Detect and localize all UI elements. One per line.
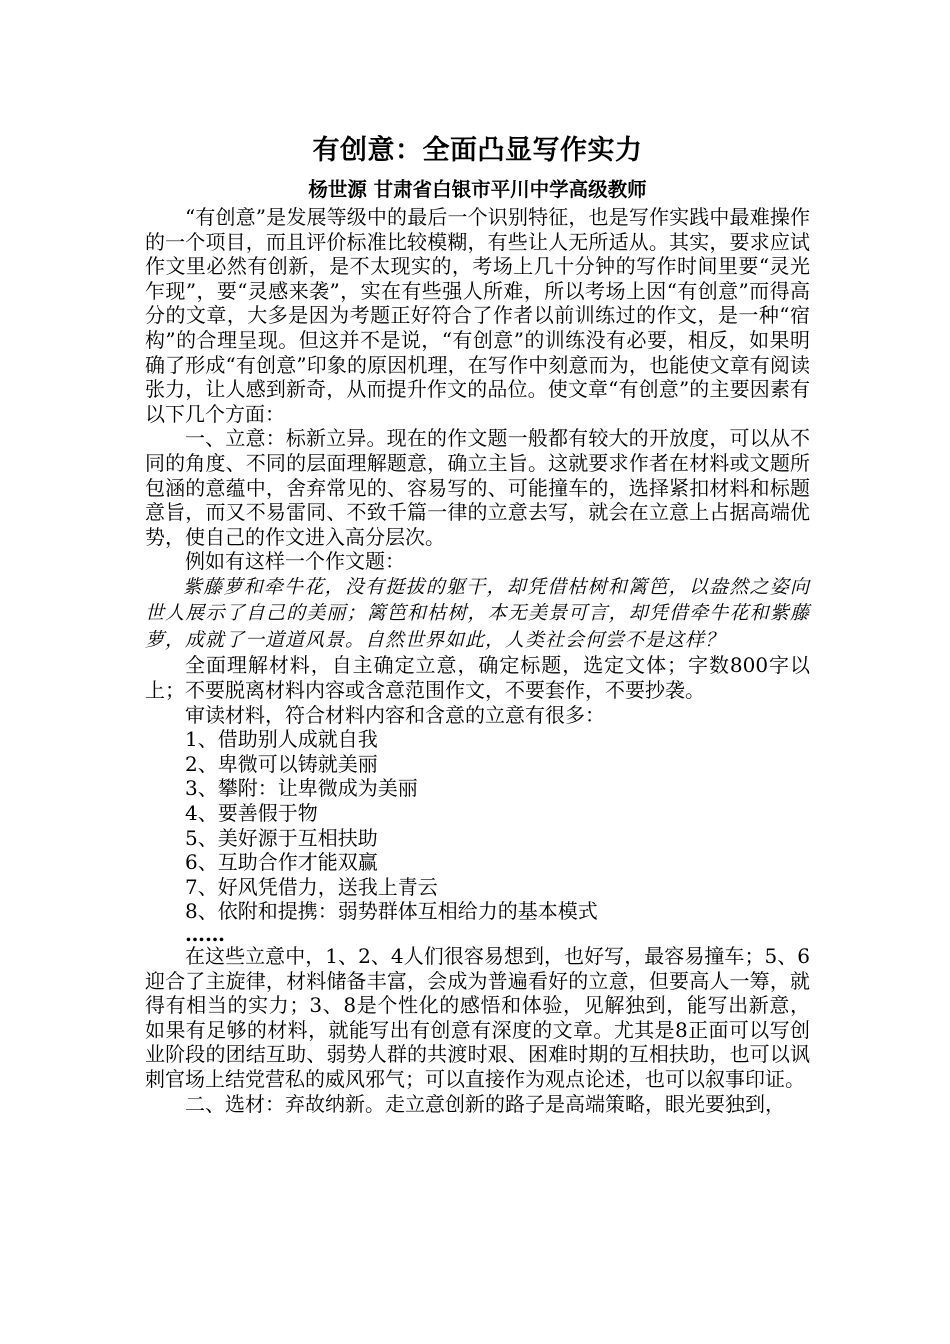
list-item: 7、好风凭借力，送我上青云 bbox=[185, 874, 438, 899]
section-1-paragraph: 一、立意：标新立异。现在的作文题一般都有较大的开放度，可以从不同的角度、不同的层面理解题意，确立主旨。这就要求作者在材料或文题所包涵的意蕴中，舍弃常见的、容易写的、可能撞车的，选择紧扣材料和标题意旨，而又不易雷同、不致千篇一律的立意去写，就会在立意上占据高端优势，使自己的作文进入高分层次。 bbox=[145, 426, 810, 549]
list-item: 6、互助合作才能双赢 bbox=[185, 850, 378, 875]
list-item: 1、借助别人成就自我 bbox=[185, 727, 378, 752]
example-quote: 紫藤萝和牵牛花，没有挺拔的躯干，却凭借枯树和篱笆，以盎然之姿向世人展示了自己的美丽；篱笆和枯树，本无美景可言，却凭借牵牛花和紫藤萝，成就了一道道风景。自然世界如此，人类社会何尝不是这样？ bbox=[145, 575, 810, 651]
document-page bbox=[145, 130, 810, 1116]
example-intro-paragraph: 例如有这样一个作文题： bbox=[185, 549, 405, 574]
list-ellipsis: …… bbox=[185, 923, 225, 944]
author-line: 杨世源 甘肃省白银市平川中学高级教师 bbox=[308, 178, 647, 201]
list-item: 8、依附和提携：弱势群体互相给力的基本模式 bbox=[185, 899, 598, 924]
document-title: 有创意：全面凸显写作实力 bbox=[312, 135, 643, 166]
section-2-paragraph: 二、选材：弃故纳新。走立意创新的路子是高端策略，眼光要独到， bbox=[185, 1091, 785, 1116]
list-intro-paragraph: 审读材料，符合材料内容和含意的立意有很多： bbox=[185, 702, 605, 727]
list-item: 5、美好源于互相扶助 bbox=[185, 825, 378, 850]
requirements-paragraph: 全面理解材料，自主确定立意，确定标题，选定文体；字数800字以上；不要脱离材料内容或含意范围作文，不要套作，不要抄袭。 bbox=[145, 653, 810, 702]
idea-list bbox=[145, 727, 810, 944]
intro-paragraph: “有创意”是发展等级中的最后一个识别特征，也是写作实践中最难操作的一个项目，而且评价标准比较模糊，有些让人无所适从。其实，要求应试作文里必然有创新，是不太现实的，考场上几十分钟的写作时间里要“灵光乍现”，要“灵感来袭”，实在有些强人所难，所以考场上因“有创意”而得高分的文章，大多是因为考题正好符合了作者以前训练过的作文，是一种“宿构”的合理呈现。但这并不是说，“有创意”的训练没有必要，相反，如果明确了形成“有创意”印象的原因机理，在写作中刻意而为，也能使文章有阅读张力，让人感到新奇，从而提升作文的品位。使文章“有创意”的主要因素有以下几个方面： bbox=[145, 205, 810, 426]
list-item: 2、卑微可以铸就美丽 bbox=[185, 751, 378, 776]
list-item: 4、要善假于物 bbox=[185, 800, 318, 825]
document-body bbox=[145, 205, 810, 1116]
analysis-paragraph: 在这些立意中，1、2、4人们很容易想到，也好写，最容易撞车；5、6迎合了主旋律，材料储备丰富，会成为普遍看好的立意，但要高人一筹，就得有相当的实力；3、8是个性化的感悟和体验，见解独到，能写出新意，如果有足够的材料，就能写出有创意有深度的文章。尤其是8正面可以写创业阶段的团结互助、弱势人群的共渡时艰、困难时期的互相扶助，也可以讽刺官场上结党营私的威风邪气；可以直接作为观点论述，也可以叙事印证。 bbox=[145, 943, 810, 1091]
list-item: 3、攀附：让卑微成为美丽 bbox=[185, 776, 418, 801]
